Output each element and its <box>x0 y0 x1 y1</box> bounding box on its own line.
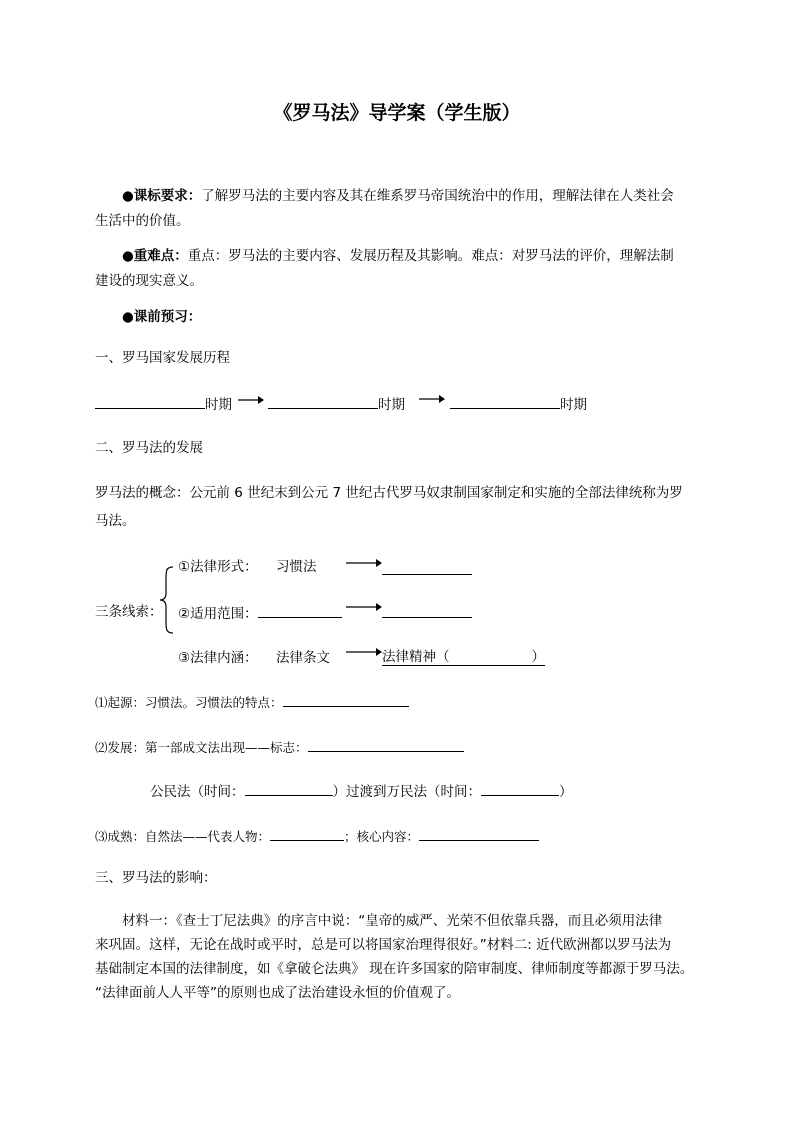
clue3-result-prefix: 法律精神（ <box>382 649 450 665</box>
material-line-1: 材料一：《查士丁尼法典》的序言中说：“皇帝的威严、光荣不但依靠兵器，而且必须用法律 <box>122 913 663 929</box>
section3-heading: 三、罗马法的影响： <box>95 870 217 886</box>
mature-row <box>95 826 539 846</box>
period-row-3 <box>450 394 587 414</box>
page-title: 《罗马法》导学案（学生版） <box>273 102 521 124</box>
mature-middle: ；核心内容： <box>344 829 420 844</box>
arrow-icon <box>345 601 383 613</box>
period-label-2: 时期 <box>378 397 405 413</box>
key-points-label: ●重难点： <box>122 248 188 264</box>
clue2-blank-2[interactable] <box>382 603 472 618</box>
arrow-icon <box>418 393 446 405</box>
clue3-label: ③法律内涵： <box>178 650 258 666</box>
origin-row <box>95 692 409 712</box>
develop-text: ⑵发展：第一部成文法出现——标志： <box>95 740 308 755</box>
civil-middle: ）过渡到万民法（时间： <box>332 784 481 800</box>
arrow-icon <box>345 646 383 658</box>
clue1-blank[interactable] <box>382 560 472 575</box>
section1-heading: 一、罗马国家发展历程 <box>95 350 230 366</box>
curriculum-text: 了解罗马法的主要内容及其在维系罗马帝国统治中的作用，理解法律在人类社会 <box>201 188 674 204</box>
mature-prefix: ⑶成熟：自然法——代表人物： <box>95 829 271 844</box>
key-points-line-2: 建设的现实意义。 <box>95 273 203 289</box>
core-content-blank[interactable] <box>419 826 539 841</box>
clue3-value: 法律条文 <box>276 650 330 666</box>
section2-heading: 二、罗马法的发展 <box>95 440 203 456</box>
clue1-value: 习惯法 <box>276 559 317 575</box>
clue1-blank-row <box>382 560 472 580</box>
material-line-2: 来巩固。这样，无论在战时或平时，总是可以将国家治理得很好。”材料二: 近代欧洲都以罗马法为 <box>95 937 672 953</box>
clue2-label: ②适用范围： <box>178 606 258 622</box>
curriculum-label: ●课标要求： <box>122 188 202 204</box>
material-line-3: 基础制定本国的法律制度，如《拿破仑法典》 现在许多国家的陪审制度、律师制度等都源于罗马法。 <box>95 961 694 977</box>
clue2-blank-row <box>382 603 472 623</box>
develop-row <box>95 737 464 757</box>
material-line-4: “法律面前人人平等”的原则也成了法治建设永恒的价值观了。 <box>95 985 460 1001</box>
key-points-text: 重点：罗马法的主要内容、发展历程及其影响。难点：对罗马法的评价，理解法制 <box>187 248 674 264</box>
origin-blank[interactable] <box>283 692 409 707</box>
curriculum-line-2: 生活中的价值。 <box>95 213 190 229</box>
arrow-icon <box>237 394 265 406</box>
concept-line-1: 罗马法的概念：公元前 6 世纪末到公元 7 世纪古代罗马奴隶制国家制定和实施的全部法律统称为罗 <box>95 485 683 501</box>
period-row <box>95 394 232 414</box>
civil-time-blank[interactable] <box>245 781 333 796</box>
three-clues-label: 三条线索： <box>95 604 163 620</box>
preview-label: ●课前预习： <box>122 309 202 325</box>
period-blank-3[interactable] <box>450 394 560 409</box>
key-points-line-1 <box>122 247 674 265</box>
civil-suffix: ） <box>559 784 573 800</box>
clue2-blank-1[interactable] <box>258 603 342 618</box>
clue3-result <box>382 649 545 666</box>
origin-text: ⑴起源：习惯法。习惯法的特点： <box>95 695 283 710</box>
civil-law-row <box>150 781 573 801</box>
curriculum-line-1 <box>122 187 674 205</box>
clue2-row <box>178 603 342 623</box>
brace-icon <box>157 565 177 635</box>
civil-prefix: 公民法（时间： <box>150 784 245 800</box>
representative-blank[interactable] <box>270 826 344 841</box>
arrow-icon <box>345 557 383 569</box>
gentium-time-blank[interactable] <box>481 781 559 796</box>
period-row-2 <box>268 394 405 414</box>
period-label-3: 时期 <box>560 397 587 413</box>
clue1-label: ①法律形式： <box>178 559 258 575</box>
period-blank-2[interactable] <box>268 394 378 409</box>
period-blank-1[interactable] <box>95 394 205 409</box>
period-label-1: 时期 <box>205 397 232 413</box>
concept-line-2: 马法。 <box>95 513 136 529</box>
develop-blank[interactable] <box>308 737 464 752</box>
clue3-result-suffix: ） <box>531 649 545 665</box>
